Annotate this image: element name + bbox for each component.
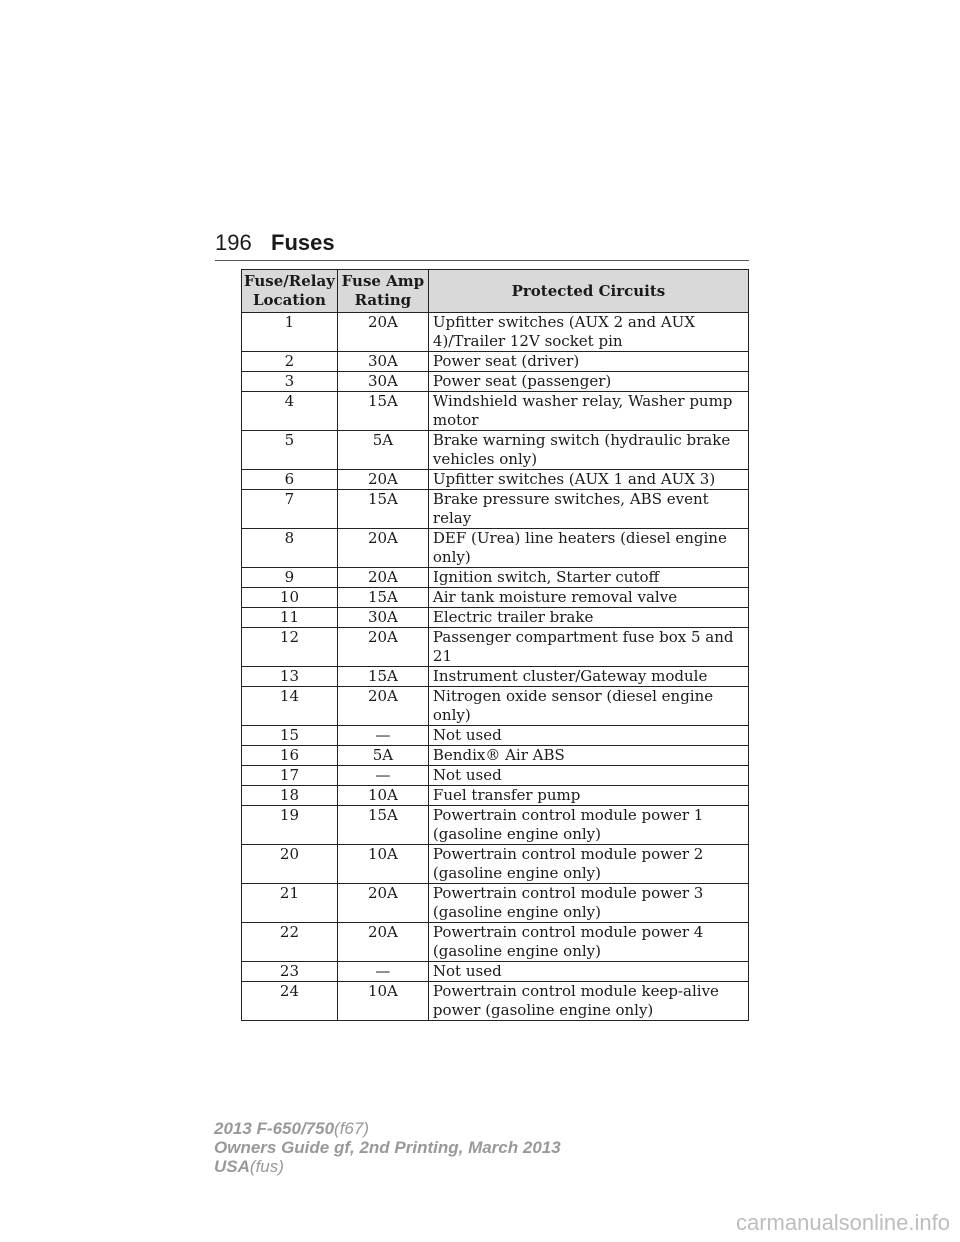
cell-location: 13 [242, 667, 338, 687]
cell-location: 24 [242, 982, 338, 1021]
cell-circuits: Upfitter switches (AUX 1 and AUX 3) [428, 470, 748, 490]
cell-circuits: Upfitter switches (AUX 2 and AUX 4)/Trailer 12V socket pin [428, 313, 748, 352]
table-row [242, 726, 749, 746]
cell-rating: 20A [337, 568, 428, 588]
table-header-row [242, 270, 749, 313]
cell-circuits: Power seat (passenger) [428, 372, 748, 392]
cell-rating: — [337, 726, 428, 746]
cell-circuits: Not used [428, 962, 748, 982]
page-header [215, 227, 749, 259]
cell-circuits: Fuel transfer pump [428, 786, 748, 806]
cell-circuits: Powertrain control module power 1 (gasoline engine only) [428, 806, 748, 845]
cell-location: 5 [242, 431, 338, 470]
table-row [242, 529, 749, 568]
cell-rating: 10A [337, 786, 428, 806]
cell-circuits: Brake pressure switches, ABS event relay [428, 490, 748, 529]
cell-location: 16 [242, 746, 338, 766]
cell-location: 2 [242, 352, 338, 372]
cell-location: 18 [242, 786, 338, 806]
cell-rating: 15A [337, 392, 428, 431]
header-divider [215, 260, 749, 261]
cell-location: 23 [242, 962, 338, 982]
cell-rating: 30A [337, 372, 428, 392]
cell-rating: 20A [337, 687, 428, 726]
cell-location: 4 [242, 392, 338, 431]
cell-location: 21 [242, 884, 338, 923]
cell-location: 17 [242, 766, 338, 786]
table-body [242, 313, 749, 1021]
footer-line-guide: Owners Guide gf, 2nd Printing, March 2013 [214, 1138, 561, 1157]
table-row [242, 845, 749, 884]
cell-circuits: Instrument cluster/Gateway module [428, 667, 748, 687]
footer-model-code: (f67) [334, 1119, 370, 1138]
cell-circuits: Powertrain control module power 2 (gasoline engine only) [428, 845, 748, 884]
cell-location: 12 [242, 628, 338, 667]
table-row [242, 884, 749, 923]
cell-circuits: Powertrain control module keep-alive power (gasoline engine only) [428, 982, 748, 1021]
table-row [242, 568, 749, 588]
cell-rating: 20A [337, 313, 428, 352]
footer-line-market [214, 1157, 561, 1176]
table-row [242, 687, 749, 726]
table-row [242, 431, 749, 470]
cell-location: 9 [242, 568, 338, 588]
cell-circuits: Powertrain control module power 4 (gasoline engine only) [428, 923, 748, 962]
cell-rating: 20A [337, 470, 428, 490]
cell-circuits: Nitrogen oxide sensor (diesel engine only) [428, 687, 748, 726]
table-row [242, 982, 749, 1021]
table-row [242, 470, 749, 490]
table-row [242, 962, 749, 982]
cell-rating: 10A [337, 845, 428, 884]
cell-rating: 5A [337, 746, 428, 766]
table-row [242, 746, 749, 766]
cell-rating: 5A [337, 431, 428, 470]
column-header-circuits: Protected Circuits [428, 270, 748, 313]
cell-rating: 15A [337, 588, 428, 608]
table-row [242, 352, 749, 372]
cell-circuits: Powertrain control module power 3 (gasoline engine only) [428, 884, 748, 923]
cell-rating: 30A [337, 352, 428, 372]
table-row [242, 923, 749, 962]
watermark-text: carmanualsonline.info [735, 1210, 950, 1235]
table-row [242, 786, 749, 806]
cell-rating: 15A [337, 490, 428, 529]
cell-circuits: Brake warning switch (hydraulic brake vehicles only) [428, 431, 748, 470]
cell-rating: 20A [337, 529, 428, 568]
column-header-location: Fuse/Relay Location [242, 270, 338, 313]
page-number: 196 [215, 230, 252, 255]
cell-location: 22 [242, 923, 338, 962]
cell-circuits: Air tank moisture removal valve [428, 588, 748, 608]
cell-location: 19 [242, 806, 338, 845]
cell-circuits: DEF (Urea) line heaters (diesel engine only) [428, 529, 748, 568]
cell-rating: 10A [337, 982, 428, 1021]
cell-circuits: Bendix® Air ABS [428, 746, 748, 766]
cell-rating: — [337, 766, 428, 786]
section-title: Fuses [271, 230, 335, 255]
column-header-rating: Fuse Amp Rating [337, 270, 428, 313]
cell-circuits: Not used [428, 766, 748, 786]
cell-rating: 15A [337, 806, 428, 845]
footer [214, 1119, 561, 1176]
cell-location: 20 [242, 845, 338, 884]
table-row [242, 628, 749, 667]
cell-location: 3 [242, 372, 338, 392]
cell-circuits: Windshield washer relay, Washer pump motor [428, 392, 748, 431]
cell-circuits: Passenger compartment fuse box 5 and 21 [428, 628, 748, 667]
cell-location: 6 [242, 470, 338, 490]
table-row [242, 806, 749, 845]
cell-rating: 15A [337, 667, 428, 687]
footer-market: USA [214, 1157, 250, 1176]
cell-location: 8 [242, 529, 338, 568]
table-row [242, 608, 749, 628]
cell-location: 11 [242, 608, 338, 628]
table-row [242, 766, 749, 786]
cell-location: 1 [242, 313, 338, 352]
cell-circuits: Not used [428, 726, 748, 746]
cell-location: 10 [242, 588, 338, 608]
table-row [242, 392, 749, 431]
cell-circuits: Power seat (driver) [428, 352, 748, 372]
cell-rating: 20A [337, 628, 428, 667]
cell-circuits: Ignition switch, Starter cutoff [428, 568, 748, 588]
footer-market-code: (fus) [249, 1157, 284, 1176]
cell-circuits: Electric trailer brake [428, 608, 748, 628]
footer-model: 2013 F-650/750 [214, 1119, 335, 1138]
table-row [242, 372, 749, 392]
table-row [242, 313, 749, 352]
cell-location: 15 [242, 726, 338, 746]
table-row [242, 490, 749, 529]
table-row [242, 588, 749, 608]
footer-line-model [214, 1119, 561, 1138]
cell-rating: 20A [337, 884, 428, 923]
cell-location: 14 [242, 687, 338, 726]
cell-location: 7 [242, 490, 338, 529]
table-row [242, 667, 749, 687]
cell-rating: 20A [337, 923, 428, 962]
fuse-table [241, 269, 749, 1021]
cell-rating: — [337, 962, 428, 982]
cell-rating: 30A [337, 608, 428, 628]
